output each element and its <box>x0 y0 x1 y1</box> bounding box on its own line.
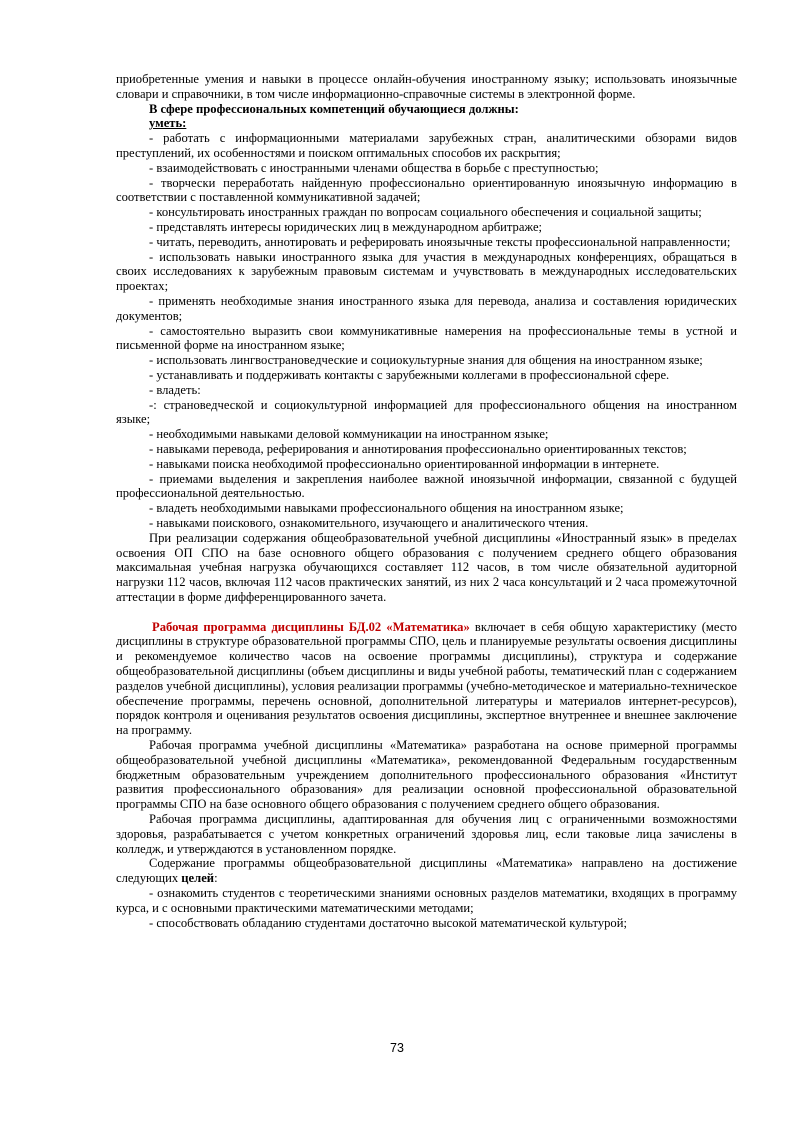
list-item: - взаимодействовать с иностранными членами общества в борьбе с преступностью; <box>149 160 599 175</box>
list-item: - использовать лингвострановедческие и социокультурные знания для общения на иностранном языке; <box>149 353 703 368</box>
math-adapted-paragraph: Рабочая программа дисциплины, адаптированная для обучения лиц с ограниченными возможностями здоровья, разрабатывается с учетом конкретных ограничений здоровья лиц, если таковые лица зачислены в колледж, и утверждаются в установленном порядке. <box>116 812 737 856</box>
list-item: -: страноведческой и социокультурной информацией для профессионального общения на иностранном языке; <box>116 397 737 427</box>
skills-label-line <box>116 116 737 131</box>
page-number: 73 <box>390 1041 404 1055</box>
section-gap <box>116 605 737 620</box>
goal-item: - ознакомить студентов с теоретическими знаниями основных разделов математики, входящих в программу курса, и с основными практическими математическими методами; <box>116 886 737 915</box>
list-item: - необходимыми навыками деловой коммуникации на иностранном языке; <box>149 427 549 442</box>
math-goals-paragraph <box>116 856 737 886</box>
list-item: - консультировать иностранных граждан по вопросам социального обеспечения и социальной защиты; <box>149 205 702 220</box>
list-item: - представлять интересы юридических лиц в международном арбитраже; <box>149 219 543 234</box>
list-item: - навыками поискового, ознакомительного, изучающего и аналитического чтения. <box>149 515 589 530</box>
list-item: - владеть необходимыми навыками профессионального общения на иностранном языке; <box>149 501 624 516</box>
list-item: - навыками поиска необходимой профессионально ориентированной информации в интернете. <box>149 456 660 471</box>
list-item: - читать, переводить, аннотировать и реферировать иноязычные тексты профессиональной направленности; <box>149 234 731 249</box>
math-basis-paragraph: Рабочая программа учебной дисциплины «Математика» разработана на основе примерной программы общеобразовательной учебной дисциплины «Математика», рекомендованной Федеральным государственным бюджетным образовательным учреждением дополнительного профессионального образования «Институт развития профессионального образования» для реализации основной профессиональной образовательной программы СПО на базе основного общего образования с получением среднего общего образования. <box>116 738 737 812</box>
list-item: - устанавливать и поддерживать контакты с зарубежными коллегами в профессиональной сфере. <box>149 367 670 382</box>
list-item: - владеть: <box>149 382 201 397</box>
goals-colon: : <box>214 871 218 886</box>
goals-word: целей <box>181 871 215 886</box>
list-item: - творчески переработать найденную профессионально ориентированную иноязычную информацию в соответствии с поставленной коммуникативной задачей; <box>116 175 737 205</box>
list-item: - приемами выделения и закрепления наиболее важной иноязычной информации, связанной с будущей профессиональной деятельностью. <box>116 471 737 501</box>
list-item: - применять необходимые знания иностранного языка для перевода, анализа и составления юридических документов; <box>116 293 737 323</box>
document-page <box>116 72 737 930</box>
math-program-title: Рабочая программа дисциплины БД.02 «Математика» <box>152 619 470 634</box>
math-program-description: включает в себя общую характеристику (место дисциплины в структуре образовательной программы СПО, цель и планируемые результаты освоения дисциплины и рекомендуемое количество часов на освоение программы дисциплины), структура и содержание общеобразовательной дисциплины (объем дисциплины и виды учебной работы, тематический план с содержанием разделов учебной дисциплины), условия реализации программы (учебно-методическое и материально-техническое обеспечение программы, перечень основной, дополнительной литературы и материалов интернет-ресурсов), порядок контроля и оценивания результатов освоения дисциплины, экспертное внутреннее и внешнее заключение на программу. <box>116 619 737 738</box>
list-item: - самостоятельно выразить свои коммуникативные намерения на профессиональные темы в устной и письменной форме на иностранном языке; <box>116 323 737 353</box>
list-item: - использовать навыки иностранного языка для участия в международных конференциях, обращаться в своих исследованиях к зарубежным правовым системам и учувствовать в международных исследовательских проектах; <box>116 249 737 294</box>
goal-item: - способствовать обладанию студентами достаточно высокой математической культурой; <box>149 915 627 930</box>
intro-paragraph: приобретенные умения и навыки в процессе онлайн-обучения иностранному языку; использовать иноязычные словари и справочники, в том числе информационно-справочные системы в электронной форме. <box>116 72 737 101</box>
list-item: - работать с информационными материалами зарубежных стран, аналитическими обзорами видов преступлений, их особенностями и поиском оптимальных способов их раскрытия; <box>116 131 737 160</box>
skills-label: уметь: <box>149 116 187 131</box>
list-item: - навыками перевода, реферирования и аннотирования профессионально ориентированных текстов; <box>149 441 687 456</box>
realization-paragraph: При реализации содержания общеобразовательной учебной дисциплины «Иностранный язык» в пределах освоения ОП СПО на базе основного общего образования с получением среднего общего образования максимальная учебная нагрузка обучающихся составляет 112 часов, в том числе обязательной аудиторной нагрузки 112 часов, включая 112 часов практических занятий, из них 2 часа консультаций и 2 часа промежуточной аттестации в форме дифференцированного зачета. <box>116 530 737 604</box>
goals-intro: Содержание программы общеобразовательной дисциплины «Математика» направлено на достижение следующих <box>116 856 737 886</box>
math-program-paragraph <box>116 620 737 738</box>
competence-heading: В сфере профессиональных компетенций обучающиеся должны: <box>149 101 519 116</box>
